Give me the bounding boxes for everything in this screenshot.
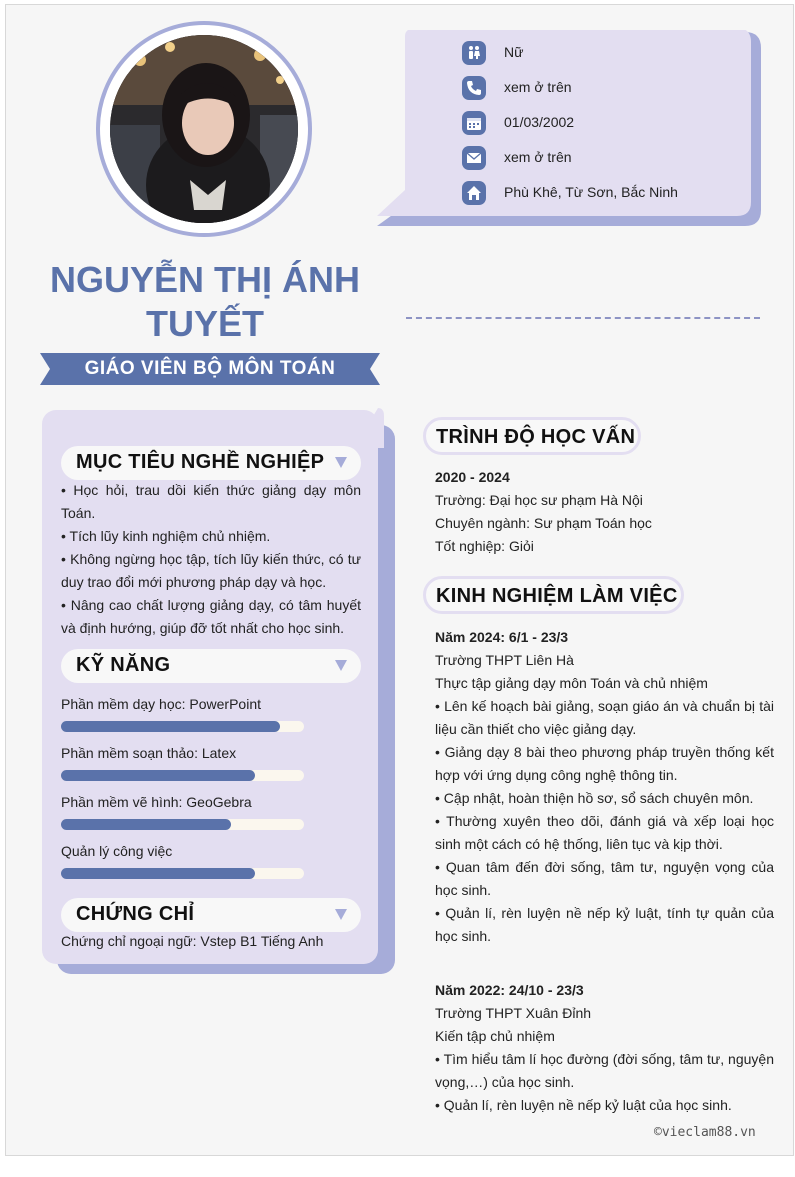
job-role: Thực tập giảng dạy môn Toán và chủ nhiệm bbox=[435, 675, 708, 691]
skill-bar bbox=[61, 868, 304, 879]
gender-icon bbox=[462, 41, 486, 65]
experience-heading: KINH NGHIỆM LÀM VIỆC bbox=[436, 585, 678, 607]
education-heading: TRÌNH ĐỘ HỌC VẤN bbox=[436, 426, 636, 448]
job-place: Trường THPT Liên Hà bbox=[435, 652, 574, 668]
job-title-ribbon bbox=[40, 351, 380, 387]
objective-item: • Nâng cao chất lượng giảng dạy, có tâm huyết và định hướng, giúp đỡ tốt nhất cho học sinh. bbox=[61, 597, 361, 636]
job-task: • Quản lí, rèn luyện nề nếp kỷ luật của học sinh. bbox=[435, 1097, 732, 1113]
contact-address bbox=[462, 178, 762, 206]
job-place: Trường THPT Xuân Đỉnh bbox=[435, 1005, 592, 1021]
certificate-text: Chứng chỉ ngoại ngữ: Vstep B1 Tiếng Anh bbox=[61, 933, 324, 949]
job-task: • Thường xuyên theo dõi, đánh giá và xếp loại học sinh một cách có hệ thống, liên tục và kịp thời. bbox=[435, 813, 774, 852]
education-grade: Tốt nghiệp: Giỏi bbox=[435, 538, 534, 554]
education-period: 2020 - 2024 bbox=[435, 469, 510, 485]
skill-bar bbox=[61, 819, 304, 830]
contact-phone bbox=[462, 73, 762, 101]
job-title: GIÁO VIÊN BỘ MÔN TOÁN bbox=[84, 358, 336, 379]
certificates-heading: CHỨNG CHỈ bbox=[76, 903, 195, 925]
education-major: Chuyên ngành: Sư phạm Toán học bbox=[435, 515, 652, 531]
objective-heading-pill bbox=[61, 446, 361, 480]
skill-label: Phần mềm dạy học: PowerPoint bbox=[61, 696, 261, 712]
job-period: Năm 2022: 24/10 - 23/3 bbox=[435, 982, 584, 998]
watermark: ©vieclam88.vn bbox=[654, 1125, 756, 1140]
email-icon bbox=[462, 146, 486, 170]
job-task: • Quan tâm đến đời sống, tâm tư, nguyện vọng của học sinh. bbox=[435, 859, 774, 898]
candidate-name: NGUYỄN THỊ ÁNH TUYẾT bbox=[49, 259, 360, 344]
calendar-icon bbox=[462, 111, 486, 135]
education-heading-pill bbox=[423, 417, 641, 455]
contact-email-text: xem ở trên bbox=[504, 149, 572, 165]
triangle-down-icon bbox=[335, 909, 347, 920]
certificates-heading-pill bbox=[61, 898, 361, 932]
skill-label: Phần mềm soạn thảo: Latex bbox=[61, 745, 237, 761]
job-task: • Quản lí, rèn luyện nề nếp kỷ luật, tính tự quản của học sinh. bbox=[435, 905, 774, 944]
home-icon bbox=[462, 181, 486, 205]
job-task: • Lên kế hoạch bài giảng, soạn giáo án và chuẩn bị tài liệu cần thiết cho việc giảng dạy. bbox=[435, 698, 774, 737]
skill-bar bbox=[61, 770, 304, 781]
skill-label: Quản lý công việc bbox=[61, 843, 173, 859]
contact-gender bbox=[462, 38, 762, 66]
job-role: Kiến tập chủ nhiệm bbox=[435, 1028, 555, 1044]
objective-item: • Học hỏi, trau dồi kiến thức giảng dạy môn Toán. bbox=[61, 482, 361, 521]
education-school: Trường: Đại học sư phạm Hà Nội bbox=[435, 492, 643, 508]
skill-bar-fill bbox=[61, 868, 255, 879]
objective-item: • Tích lũy kinh nghiệm chủ nhiệm. bbox=[61, 528, 271, 544]
job-period: Năm 2024: 6/1 - 23/3 bbox=[435, 629, 569, 645]
profile-photo-frame bbox=[96, 21, 312, 237]
skills-heading: KỸ NĂNG bbox=[76, 654, 171, 676]
contact-gender-text: Nữ bbox=[504, 44, 524, 60]
skill-label: Phần mềm vẽ hình: GeoGebra bbox=[61, 794, 252, 810]
contact-birthday-text: 01/03/2002 bbox=[504, 114, 575, 130]
objective-item: • Không ngừng học tập, tích lũy kiến thức, có tư duy trao đổi mới phương pháp dạy và học. bbox=[61, 551, 361, 590]
skill-bar-fill bbox=[61, 721, 280, 732]
job-task: • Giảng dạy 8 bài theo phương pháp truyền thống kết hợp với ứng dụng công nghệ thông tin. bbox=[435, 744, 774, 783]
job-task: • Tìm hiểu tâm lí học đường (đời sống, tâm tư, nguyện vọng,…) của học sinh. bbox=[435, 1051, 774, 1090]
profile-photo bbox=[110, 35, 298, 223]
decorative-divider bbox=[406, 317, 760, 319]
job-task: • Cập nhật, hoàn thiện hồ sơ, sổ sách chuyên môn. bbox=[435, 790, 754, 806]
left-panel-tab bbox=[354, 408, 384, 448]
skill-bar-fill bbox=[61, 819, 231, 830]
triangle-down-icon bbox=[335, 660, 347, 671]
objective-heading: MỤC TIÊU NGHỀ NGHIỆP bbox=[76, 451, 325, 473]
skill-bar bbox=[61, 721, 304, 732]
skills-heading-pill bbox=[61, 649, 361, 683]
contact-email bbox=[462, 143, 762, 171]
experience-heading-pill bbox=[423, 576, 684, 614]
contact-address-text: Phù Khê, Từ Sơn, Bắc Ninh bbox=[504, 184, 678, 200]
triangle-down-icon bbox=[335, 457, 347, 468]
phone-icon bbox=[462, 76, 486, 100]
skill-bar-fill bbox=[61, 770, 255, 781]
contact-phone-text: xem ở trên bbox=[504, 79, 572, 95]
contact-birthday bbox=[462, 108, 762, 136]
